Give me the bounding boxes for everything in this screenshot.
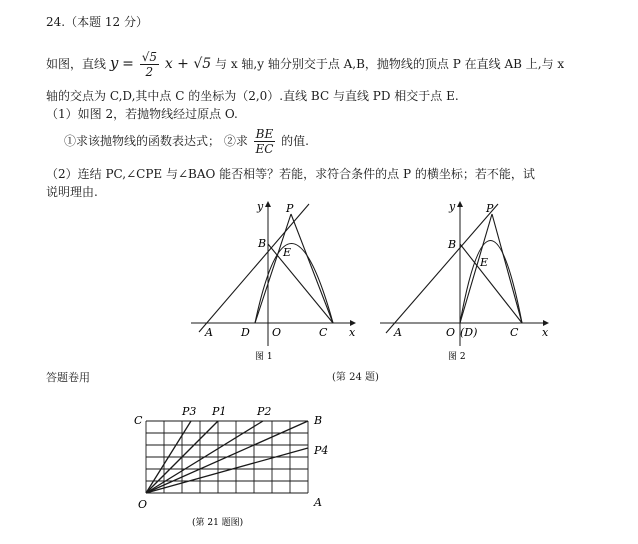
label-d: (D): [460, 326, 478, 339]
sub1-text: [64, 124, 309, 158]
part1-text: （1）如图 2，若抛物线经过原点 O.: [46, 107, 238, 121]
label-p4: P4: [314, 444, 329, 457]
label-c: C: [319, 326, 328, 339]
label-b: B: [314, 414, 323, 427]
label-b: B: [448, 238, 457, 251]
grid-figure-caption: (第 21 题图): [192, 518, 244, 528]
problem-intro: [46, 46, 564, 81]
label-o: O: [138, 498, 148, 511]
label-p3: P3: [182, 405, 197, 418]
label-y: y: [257, 200, 264, 213]
label-x: x: [542, 326, 549, 339]
intro-prefix: 如图，直线: [46, 57, 107, 71]
figures-caption: (第 24 题): [332, 372, 379, 383]
label-o: O: [446, 326, 456, 339]
label-a: A: [314, 496, 322, 509]
line-pc: [492, 214, 522, 323]
label-p1: P1: [212, 405, 227, 418]
y-symbol: y: [109, 54, 119, 72]
label-e: E: [480, 256, 489, 269]
label-a: A: [205, 326, 213, 339]
part2-line2: 说明理由.: [46, 185, 98, 199]
equals-sign: =: [122, 56, 134, 72]
label-p: P: [486, 202, 494, 215]
label-b: B: [258, 237, 267, 250]
label-o: O: [272, 326, 282, 339]
figure-2-caption: 图 2: [448, 352, 466, 362]
problem-line2: 轴的交点为 C,D,其中点 C 的坐标为（2,0）.直线 BC 与直线 PD 相交于点 E.: [46, 89, 459, 103]
label-p2: P2: [257, 405, 272, 418]
figure-1: [185, 196, 365, 366]
label-e: E: [283, 246, 292, 259]
line-pd: [255, 214, 291, 323]
label-c: C: [510, 326, 519, 339]
figure-2: [376, 196, 556, 366]
answer-sheet-label: 答题卷用: [46, 371, 90, 384]
ec-denominator: EC: [255, 142, 274, 156]
part2-line1: （2）连结 PC,∠CPE 与∠BAO 能否相等？若能，求符合条件的点 P 的横坐标；若不能，试: [46, 167, 535, 181]
figure-1-caption: 图 1: [255, 352, 273, 362]
sub1-prefix: ①求该抛物线的函数表达式； ②求: [64, 134, 248, 148]
problem-header: 24.（本题 12 分）: [46, 15, 148, 29]
label-x: x: [349, 326, 356, 339]
line-pc: [291, 214, 333, 323]
label-c: C: [134, 414, 143, 427]
label-d: D: [241, 326, 250, 339]
equation-tail: x + √5: [164, 56, 212, 72]
label-a: A: [394, 326, 402, 339]
parabola: [255, 244, 333, 324]
be-ec-fraction: [254, 127, 276, 156]
label-p: P: [286, 202, 294, 215]
label-y: y: [449, 200, 456, 213]
sub1-tail: 的值.: [281, 134, 309, 148]
slope-fraction: [140, 50, 159, 79]
grid-figure: [130, 398, 350, 538]
line-ab: [199, 204, 309, 332]
intro-rest: 与 x 轴,y 轴分别交于点 A,B，抛物线的顶点 P 在直线 AB 上,与 x: [215, 57, 565, 71]
be-numerator: BE: [255, 127, 274, 141]
slope-numerator: √5: [141, 50, 157, 64]
slope-denominator: 2: [145, 65, 154, 79]
